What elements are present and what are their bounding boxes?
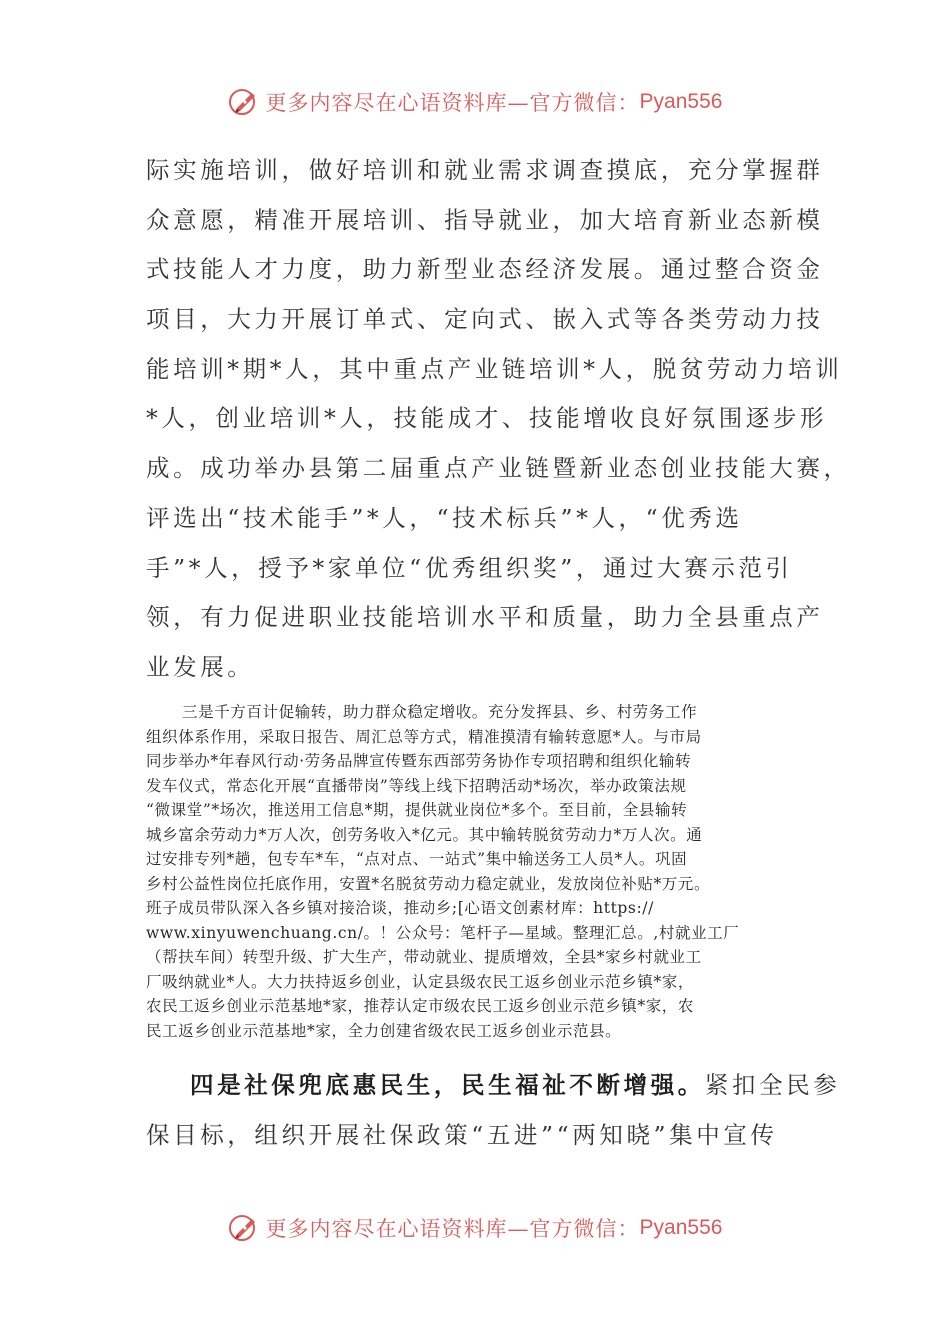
text-line: 过安排专列*趟，包专车*车，“点对点、一站式”集中输送务工人员*人。巩固 <box>146 850 688 868</box>
footer-banner[interactable] <box>0 1212 950 1244</box>
footer-banner-text: 更多内容尽在心语资料库—官方微信： <box>265 1217 640 1241</box>
text-line: www.xinyuwenchuang.cn/。！公众号：笔杆子—星域。整理汇总。,村就业工厂 <box>146 923 740 942</box>
text-line: （帮扶车间）转型升级、扩大生产，带动就业、提质增效，全县*家乡村就业工 <box>146 948 702 966</box>
text-line: 同步举办*年春风行动·劳务品牌宣传暨东西部劳务协作专项招聘和组织化输转 <box>146 752 692 770</box>
paragraph-labor-transfer <box>146 700 806 1043</box>
text-line: 民工返乡创业示范基地*家，全力创建省级农民工返乡创业示范县。 <box>146 1021 622 1040</box>
text-line: 保目标，组织开展社保政策“五进”“两知晓”集中宣传 <box>146 1120 778 1149</box>
text-line: 组织体系作用，采取日报告、周汇总等方式，精准摸清有输转意愿*人。与市局 <box>146 727 702 746</box>
text-line <box>146 1061 841 1111</box>
text-line: 城乡富余劳动力*万人次，创劳务收入*亿元。其中输转脱贫劳动力*万人次。通 <box>146 825 703 844</box>
pen-logo-icon <box>228 1212 260 1244</box>
text-line: “微课堂”*场次，推送用工信息*期，提供就业岗位*多个。至目前，全县输转 <box>146 801 688 819</box>
text-line: 班子成员带队深入各乡镇对接洽谈，推动乡;[心语文创素材库：https:// <box>146 899 654 917</box>
text-line: 手”*人，授予*家单位“优秀组织奖”，通过大赛示范引 <box>146 553 793 582</box>
text-line: 发车仪式，常态化开展“直播带岗”等线上线下招聘活动*场次，举办政策法规 <box>146 776 687 795</box>
footer-banner-brand: Pyan556 <box>639 1216 723 1239</box>
header-banner-brand: Pyan556 <box>639 90 723 113</box>
text-line: 厂吸纳就业*人。大力扶持返乡创业，认定县级农民工返乡创业示范乡镇*家， <box>146 972 695 991</box>
text-line: 领，有力促进职业技能培训水平和质量，助力全县重点产 <box>146 603 824 632</box>
text-line: 众意愿，精准开展培训、指导就业，加大培育新业态新模 <box>146 205 824 234</box>
text-line: 成。成功举办县第二届重点产业链暨新业态创业技能大赛， <box>146 454 851 483</box>
header-banner-text: 更多内容尽在心语资料库—官方微信： <box>265 91 640 115</box>
text-line: 项目，大力开展订单式、定向式、嵌入式等各类劳动力技 <box>146 305 824 334</box>
section-heading: 四是社保兜底惠民生，民生福祉不断增强。 <box>190 1071 705 1099</box>
text-line: 业发展。 <box>146 652 255 681</box>
text-line: 乡村公益性岗位托底作用，安置*名脱贫劳动力稳定就业，发放岗位补贴*万元。 <box>146 874 711 893</box>
text-line: 能培训*期*人，其中重点产业链培训*人，脱贫劳动力培训 <box>146 354 843 383</box>
header-banner[interactable] <box>0 86 950 118</box>
text-line: 际实施培训，做好培训和就业需求调查摸底，充分掌握群 <box>146 156 824 184</box>
pen-logo-icon <box>228 86 260 118</box>
paragraph-training <box>146 146 851 693</box>
text-line: *人，创业培训*人，技能成才、技能增收良好氛围逐步形 <box>146 404 828 433</box>
paragraph-social-security <box>146 1061 841 1160</box>
text-line: 式技能人才力度，助力新型业态经济发展。通过整合资金 <box>146 255 824 284</box>
text-line: 农民工返乡创业示范基地*家，推荐认定市级农民工返乡创业示范乡镇*家，农 <box>146 997 695 1015</box>
text-fragment: 紧扣全民参 <box>704 1071 841 1099</box>
text-line: 三是千方百计促输转，助力群众稳定增收。充分发挥县、乡、村劳务工作 <box>182 703 698 721</box>
text-line: 评选出“技术能手”*人，“技术标兵”*人，“优秀选 <box>146 503 743 532</box>
